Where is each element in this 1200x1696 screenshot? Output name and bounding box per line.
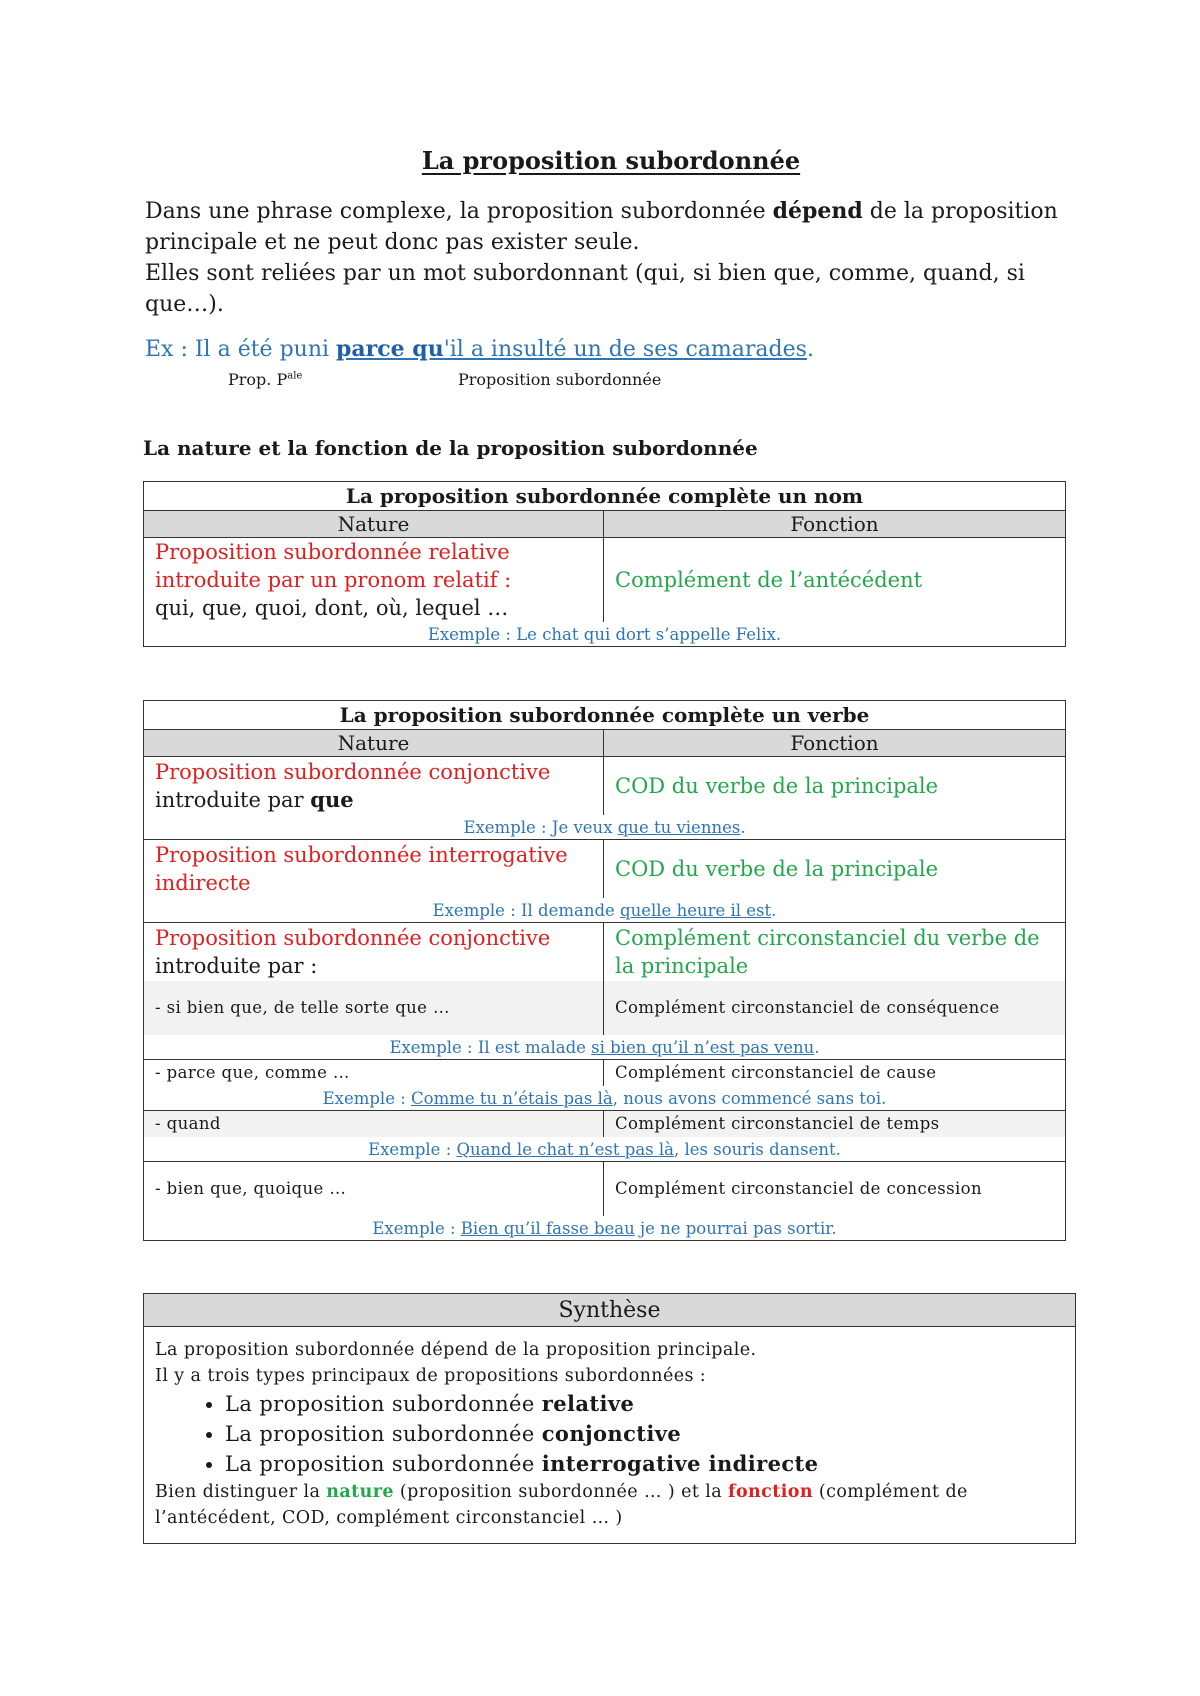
bullet-text: La proposition subordonnée [225, 1392, 542, 1416]
verbe-r1-ex-suffix: . [740, 817, 746, 837]
sub-example-consequence [144, 1035, 1066, 1060]
sub-conj-concession: - bien que, quoique … [144, 1162, 604, 1217]
sub-ex-suffix: , nous avons commencé sans toi. [612, 1088, 887, 1108]
final-fonction: fonction [728, 1482, 813, 1502]
sub-ex-underlined: Quand le chat n’est pas là [456, 1139, 674, 1159]
table-nom-nature-cell [144, 538, 604, 623]
table-verbe-col-nature: Nature [144, 730, 604, 757]
sub-ex-prefix: Exemple : [372, 1218, 461, 1238]
table-nom-example: Exemple : Le chat qui dort s’appelle Felix. [144, 622, 1066, 647]
bullet-text: La proposition subordonnée [225, 1452, 542, 1476]
sub-conj-cause: - parce que, comme … [144, 1060, 604, 1087]
verbe-r1-ex-underlined: que tu viennes [617, 817, 741, 837]
verbe-r3-nature-black: introduite par : [155, 954, 318, 978]
final-text-c: (complément de l’antécédent, COD, complément circonstanciel … ) [155, 1482, 968, 1528]
sub-fonction-temps: Complément circonstanciel de temps [604, 1111, 1066, 1138]
synthese-final [155, 1479, 1064, 1531]
intro-p1 [145, 196, 1095, 258]
synthese-box [143, 1293, 1076, 1544]
synthese-line2: Il y a trois types principaux de propositions subordonnées : [155, 1366, 707, 1386]
sub-ex-underlined: si bien qu’il n’est pas venu [591, 1037, 815, 1057]
example-sub-rest: 'il a insulté un de ses camarades [443, 337, 807, 362]
table-nom-header: La proposition subordonnée complète un nom [144, 482, 1066, 511]
synthese-line1: La proposition subordonnée dépend de la proposition principale. [155, 1340, 757, 1360]
label-main-clause [228, 370, 302, 389]
intro-p1-text-end: de la proposition principale et ne peut donc pas exister seule. [145, 199, 1058, 255]
final-text-a: Bien distinguer la [155, 1482, 327, 1502]
section-title: La nature et la fonction de la proposition subordonnée [143, 436, 758, 460]
sub-example-cause [144, 1086, 1066, 1111]
synthese-bullet-relative [225, 1389, 1064, 1419]
label-main-sup: ale [287, 370, 303, 382]
verbe-r2-ex-prefix: Exemple : Il demande [432, 900, 621, 920]
sub-fonction-consequence: Complément circonstanciel de conséquence [604, 981, 1066, 1035]
sub-fonction-concession: Complément circonstanciel de concession [604, 1162, 1066, 1217]
table-verbe-header: La proposition subordonnée complète un verbe [144, 701, 1066, 730]
bullet-bold: conjonctive [541, 1421, 682, 1446]
verbe-r1-nature-black: introduite par [155, 788, 311, 812]
verbe-r2-ex-underlined: quelle heure il est [620, 900, 772, 920]
verbe-r2-example [144, 898, 1066, 923]
example-sentence [145, 336, 814, 362]
sub-ex-prefix: Exemple : Il est malade [389, 1037, 592, 1057]
sub-ex-underlined: Comme tu n’étais pas là [411, 1088, 613, 1108]
verbe-r1-nature-red: Proposition subordonnée conjonctive [155, 760, 551, 784]
table-nom [143, 481, 1066, 647]
synthese-body [144, 1327, 1076, 1544]
synthese-bullet-conjonctive [225, 1419, 1064, 1449]
verbe-r1-fonction: COD du verbe de la principale [604, 757, 1066, 816]
intro-p2: Elles sont reliées par un mot subordonnant (qui, si bien que, comme, quand, si que…). [145, 261, 1025, 317]
page-title: La proposition subordonnée [421, 146, 801, 175]
sub-ex-prefix: Exemple : [322, 1088, 412, 1108]
example-prefix: Ex : Il a été puni [145, 337, 337, 362]
verbe-r2-ex-suffix: . [771, 900, 777, 920]
label-sub-clause: Proposition subordonnée [458, 370, 662, 389]
sub-ex-underlined: Bien qu’il fasse beau [460, 1218, 635, 1238]
verbe-r1-nature-bold: que [310, 787, 354, 812]
table-nom-nature-red: Proposition subordonnée relative introduite par un pronom relatif : [155, 540, 512, 592]
table-nom-fonction-cell: Complément de l’antécédent [604, 538, 1066, 623]
sub-conj-consequence: - si bien que, de telle sorte que … [144, 981, 604, 1035]
sub-conj-temps: - quand [144, 1111, 604, 1138]
synthese-header: Synthèse [144, 1294, 1076, 1327]
intro-p1-text: Dans une phrase complexe, la proposition subordonnée [145, 199, 773, 224]
sub-ex-suffix: . [814, 1037, 820, 1057]
verbe-r2-nature: Proposition subordonnée interrogative indirecte [144, 840, 604, 899]
sub-ex-prefix: Exemple : [368, 1139, 457, 1159]
bullet-bold: relative [541, 1391, 635, 1416]
table-verbe [143, 700, 1066, 1241]
sub-ex-suffix: , les souris dansent. [674, 1139, 841, 1159]
table-nom-col-fonction: Fonction [604, 511, 1066, 538]
example-subordinate [336, 337, 807, 362]
table-nom-col-nature: Nature [144, 511, 604, 538]
table-nom-nature-list: qui, que, quoi, dont, où, lequel … [155, 596, 509, 620]
intro-p1-bold: dépend [772, 198, 863, 224]
bullet-text: La proposition subordonnée [225, 1422, 542, 1446]
verbe-r3-fonction: Complément circonstanciel du verbe de la principale [604, 923, 1066, 982]
verbe-r1-ex-prefix: Exemple : Je veux [463, 817, 618, 837]
bullet-bold: interrogative indirecte [541, 1451, 819, 1476]
synthese-bullets [155, 1389, 1064, 1479]
synthese-bullet-interrogative [225, 1449, 1064, 1479]
sub-example-temps [144, 1137, 1066, 1162]
verbe-r1-nature [144, 757, 604, 816]
table-verbe-col-fonction: Fonction [604, 730, 1066, 757]
verbe-r3-nature-red: Proposition subordonnée conjonctive [155, 926, 551, 950]
example-conjunction: parce qu [336, 336, 444, 362]
label-main-text: Prop. P [228, 370, 288, 389]
sub-fonction-cause: Complément circonstanciel de cause [604, 1060, 1066, 1087]
verbe-r3-nature [144, 923, 604, 982]
sub-example-concession [144, 1216, 1066, 1241]
final-text-b: (proposition subordonnée … ) et la [393, 1482, 729, 1502]
example-period: . [806, 337, 814, 362]
verbe-r2-fonction: COD du verbe de la principale [604, 840, 1066, 899]
intro-paragraph [145, 196, 1095, 320]
final-nature: nature [326, 1482, 394, 1502]
sub-ex-suffix: je ne pourrai pas sortir. [634, 1218, 837, 1238]
verbe-r1-example [144, 815, 1066, 840]
